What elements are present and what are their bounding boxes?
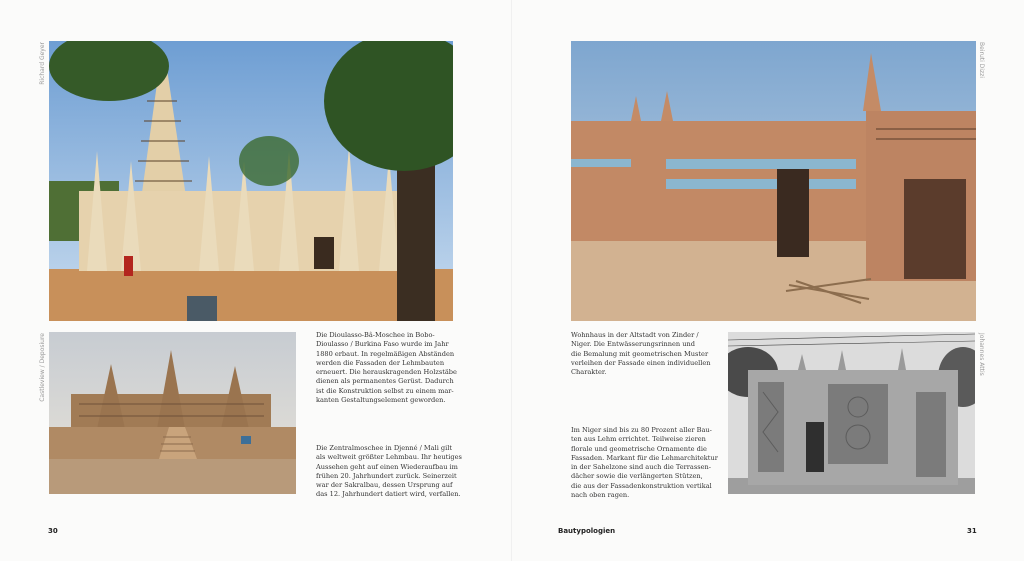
right-page xyxy=(512,0,1024,561)
photo-djenne-mosque xyxy=(49,332,296,494)
page-number-right: 31 xyxy=(967,527,977,535)
caption-niger: Im Niger sind bis zu 80 Prozent aller Bau- ten aus Lehm errichtet. Teilweise zieren florale und geometrische Ornamente die Fassaden. Markant für die Lehmarchitektur in der Sahelzone sind auch die Terrassen- dächer sowie die verlängerten Stützen, die aus der Fassadenkonstruktion vertikal nach oben ragen. xyxy=(571,426,718,500)
running-title: Bautypologien xyxy=(558,527,616,535)
caption-bobo-dioulasso: Die Dioulasso-Bâ-Moschee in Bobo- Dioulasso / Burkina Faso wurde im Jahr 1880 erbaut. In regelmäßigen Abständen werden die Fassaden der Lehmbauten erneuert. Die herauskragenden Holzstäbe dienen als permanentes Gerüst. Dadurch ist die Konstruktion selbst zu einem mar- kanten Gestaltungselement geworden. xyxy=(316,331,457,405)
photo-credit: Richard Geyer xyxy=(39,42,46,85)
photo-zinder-house xyxy=(571,41,976,321)
photo-niger-facade xyxy=(728,332,975,494)
caption-zinder: Wohnhaus in der Altstadt von Zinder / Niger. Die Entwässerungsrinnen und die Bemalung mit geometrischen Muster verleihen der Fassade einen individuellen Charakter. xyxy=(571,331,711,377)
caption-djenne: Die Zentralmoschee in Djenné / Mali gilt als weltweit größter Lehmbau. Ihr heutiges Aussehen geht auf einen Wiederaufbau im frühen 20. Jahrhundert zurück. Seinerzeit war der Sakralbau, dessen Ursprung auf das 12. Jahrhundert datiert wird, verfallen. xyxy=(316,444,462,499)
page-number-left: 30 xyxy=(48,527,58,535)
photo-credit: Beiruti Dizzi xyxy=(978,42,985,78)
photo-credit: Castleview / Deposiure xyxy=(39,333,46,402)
photo-bobo-dioulasso-mosque xyxy=(49,41,453,321)
photo-credit: Johannes Attis xyxy=(978,333,985,376)
